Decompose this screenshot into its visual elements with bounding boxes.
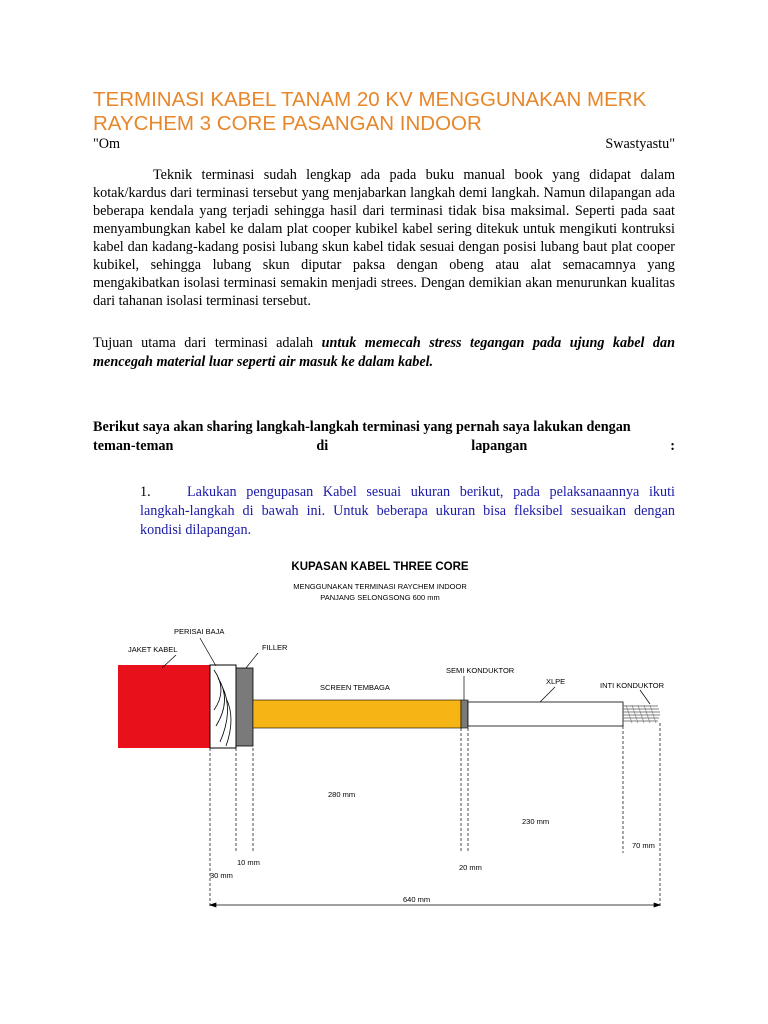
dim-30: 30 mm xyxy=(210,871,233,880)
dim-20: 20 mm xyxy=(459,863,482,872)
xlpe-shape xyxy=(468,702,623,726)
figure-subtitle-2: PANJANG SELONGSONG 600 mm xyxy=(320,593,440,602)
dimension-line-640 xyxy=(210,903,660,907)
dim-280: 280 mm xyxy=(328,790,356,799)
step-1 xyxy=(140,483,675,540)
label-semi-konduktor: SEMI KONDUKTOR xyxy=(446,666,515,675)
sharing-word: teman-teman xyxy=(93,438,174,454)
label-screen-tembaga: SCREEN TEMBAGA xyxy=(320,683,390,692)
jaket-kabel-shape xyxy=(118,665,210,748)
greeting-right: Swastyastu" xyxy=(605,136,675,152)
dim-640: 640 mm xyxy=(403,895,431,904)
step-1-text: Lakukan pengupasan Kabel sesuai ukuran berikut, pada pelaksanaannya ikuti langkah-langkah di bawah ini. Untuk beberapa ukuran bisa fleksibel sesuaikan dengan kondisi dilapangan. xyxy=(140,484,675,538)
figure-subtitle-1: MENGGUNAKAN TERMINASI RAYCHEM INDOOR xyxy=(293,582,467,591)
document-title: TERMINASI KABEL TANAM 20 KV MENGGUNAKAN MERK RAYCHEM 3 CORE PASANGAN INDOOR xyxy=(93,88,647,135)
figure-title: KUPASAN KABEL THREE CORE xyxy=(291,561,469,573)
semi-konduktor-shape xyxy=(461,700,468,728)
label-jaket-kabel: JAKET KABEL xyxy=(128,645,178,654)
paragraph-purpose xyxy=(93,334,675,372)
diagram-svg xyxy=(110,548,690,918)
filler-shape xyxy=(236,668,253,746)
dim-70: 70 mm xyxy=(632,841,655,850)
paragraph-intro-text: Teknik terminasi sudah lengkap ada pada buku manual book yang didapat dalam kotak/kardus dari terminasi tersebut yang menjabarkan langkah demi langkah. Namun dilapangan ada beberapa kendala yang terjadi sehingga hasil dari terminasi tidak bisa maksimal. Seperti pada saat menyambungkan kabel ke dalam plat cooper kubikel kabel sering ditekuk untuk mengikuti kontruksi kabel dan kadang-kadang posisi lubang skun kabel tidak sesuai dengan posisi lubang baut plat cooper kubikel, sehingga lubang skun diputar paksa dengan obeng atau alat semacamnya yang mengakibatkan isolasi terminasi semakin menjadi strees. Dengan demikian akan menurunkan kualitas dari tahanan isolasi terminasi tersebut. xyxy=(93,167,675,309)
step-1-number: 1. xyxy=(140,484,151,500)
dim-230: 230 mm xyxy=(522,817,550,826)
sharing-word: di xyxy=(316,438,329,454)
sharing-word: lapangan xyxy=(471,438,528,454)
greeting-left: "Om xyxy=(93,136,121,152)
label-inti-konduktor: INTI KONDUKTOR xyxy=(600,681,665,690)
paragraph-sharing xyxy=(93,418,675,456)
paragraph-purpose-emphasis: untuk memecah stress tegangan pada ujung kabel dan mencegah material luar seperti air masuk ke dalam kabel. xyxy=(93,335,675,370)
label-xlpe: XLPE xyxy=(546,677,566,686)
paragraph-sharing-line2 xyxy=(93,437,675,456)
greeting-line xyxy=(93,135,675,153)
cable-stripping-diagram xyxy=(110,548,690,918)
paragraph-intro xyxy=(93,166,675,310)
sharing-word: : xyxy=(670,438,675,454)
screen-tembaga-shape xyxy=(253,700,461,728)
dim-10: 10 mm xyxy=(237,858,260,867)
label-filler: FILLER xyxy=(262,643,288,652)
paragraph-purpose-text: Tujuan utama dari terminasi adalah xyxy=(93,335,322,351)
label-perisai-baja: PERISAI BAJA xyxy=(174,627,225,636)
extension-lines xyxy=(210,723,660,908)
inti-konduktor-shape xyxy=(623,705,660,723)
paragraph-sharing-line1: Berikut saya akan sharing langkah-langkah terminasi yang pernah saya lakukan dengan xyxy=(93,419,631,435)
